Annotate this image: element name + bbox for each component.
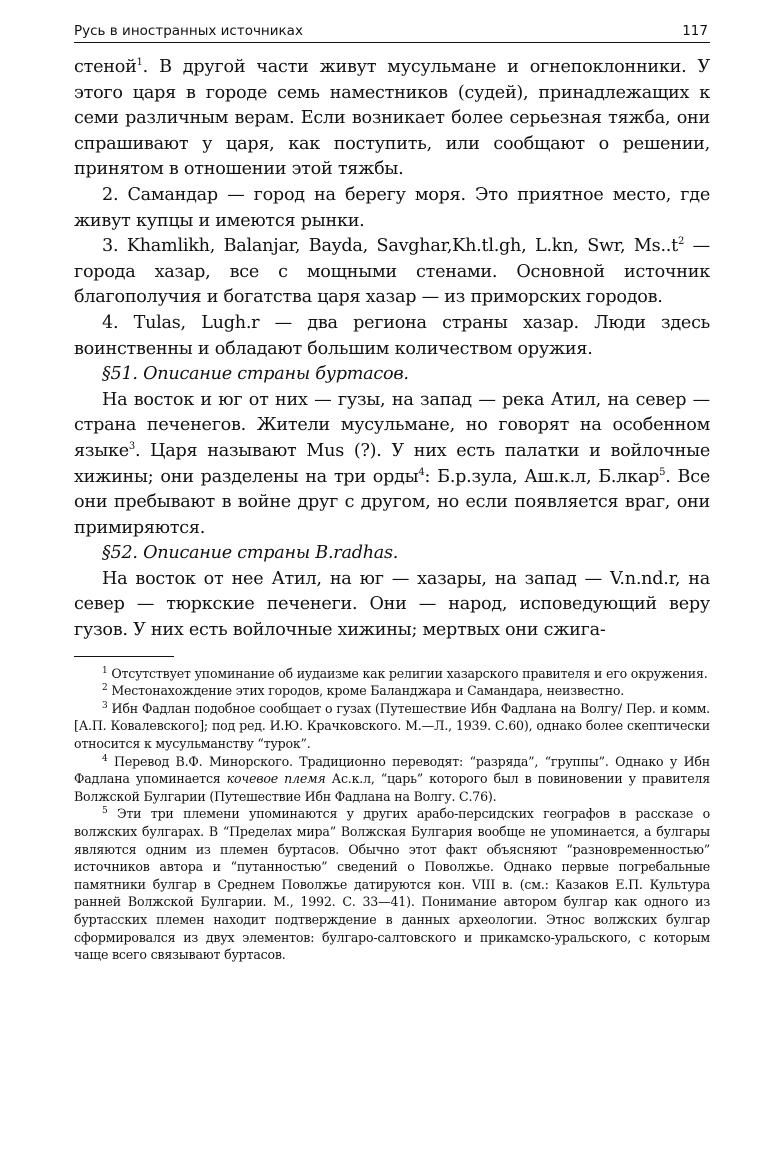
footnote-ref-1[interactable]: 1 xyxy=(136,57,143,68)
running-header xyxy=(74,18,710,43)
footnote-4: $^4$ Перевод В.Ф. Минорского. Традиционно переводят: “разряда”, “группы”. Однако у Ибн Фадлана упоминается кочевое племя Ас.к.л, “царь” которого был в повиновении у правителя Волжской Булгарии (Путешествие Ибн Фадлана на Волгу. С.76). xyxy=(74,753,710,804)
section-heading-51: §51. Описание страны буртасов. xyxy=(102,364,409,385)
footnote-ref-4[interactable]: 4 xyxy=(418,466,425,478)
paragraph-burtas: На восток и юг от них — гузы, на запад — река Атил, на север — страна печенегов. Жители мусульмане, но говорят на особенном языке$^3$. Царя называют Mus (?). У них есть палатки и войлочные хижины; они разделены на три орды$^4$: Б.р.зула, Аш.к.л, Б.лкар$^5$. Все они пребывают в войне друг с другом, но если появляется враг, они примиряются. xyxy=(74,389,710,538)
section-heading-52: §52. Описание страны B.radhas. xyxy=(102,543,399,564)
footnote-ref-3[interactable]: 3 xyxy=(128,440,135,452)
footnote-ref-2[interactable]: 2 xyxy=(677,236,685,248)
paragraph-cities: 3. Khamlikh, Balanjar, Bayda, Savghar,Kh.tl.gh, L.kn, Swr, $Ms..t^2$ — города хазар, все с мощными стенами. Основной источник благополучия и богатства царя хазар — из приморских городов. xyxy=(74,236,710,308)
paragraph-samandar: 2. Самандар — город на берегу моря. Это приятное место, где живут купцы и имеются рынки. xyxy=(74,184,710,231)
running-title: Русь в иностранных источниках xyxy=(74,23,303,39)
paragraph-continued: стеной$^1$. В другой части живут мусульмане и огнепоклонники. У этого царя в городе семь наместников (судей), принадлежащих к семи различным верам. Если возникает более серьезная тяжба, они спрашивают у царя, как поступить, или сообщают о решении, принятом в отношении этой тяжбы. xyxy=(74,57,710,180)
footnote-divider xyxy=(74,656,174,657)
paragraph-regions: 4. Tulas, Lugh.r — два региона страны хазар. Люди здесь воинственны и обладают большим количеством оружия. xyxy=(74,312,710,359)
footnotes xyxy=(74,665,710,964)
footnote-ref-5[interactable]: 5 xyxy=(659,466,666,478)
paragraph-bradhas: На восток от нее Атил, на юг — хазары, на запад — V.n.nd.r, на север — тюркские печенеги. Они — народ, исповедующий веру гузов. У них есть войлочные хижины; мертвых они сжига- xyxy=(74,568,710,641)
page-number: 117 xyxy=(682,23,708,39)
footnote-3: $^3$ Ибн Фадлан подобное сообщает о гузах (Путешествие Ибн Фадлана на Волгу/ Пер. и комм. [А.П. Ковалевского]; под ред. И.Ю. Крачковского. М.—Л., 1939. С.60), однако более скептически относится к мусульманству “турок”. xyxy=(74,700,710,752)
book-page xyxy=(74,18,710,964)
main-text xyxy=(74,55,710,644)
footnote-2: $^2$ Местонахождение этих городов, кроме Баланджара и Самандара, неизвестно. xyxy=(102,683,625,699)
footnote-1: $^1$ Отсутствует упоминание об иудаизме как религии хазарского правителя и его окружения. xyxy=(102,665,708,681)
footnote-5: $^5$ Эти три племени упоминаются у других арабо-персидских географов в рассказе о волжских булгарах. В “Пределах мира” Волжская Булгария вообще не упоминается, а булгары являются одним из племен буртасов. Обычно этот факт объясняют “разновременностью” источников автора и “путанностью” сведений о Поволжье. Однако первые погребальные памятники булгар в Среднем Поволжье датируются кон. VIII в. (см.: Казаков Е.П. Культура ранней Волжской Булгарии. М., 1992. С. 33—41). Понимание автором булгар как одного из буртасских племен находит подтверждение в данных археологии. Этнос волжских булгар сформировался из двух элементов: булгаро-салтовского и прикамско-уральского, с которым чаще всего связывают буртасов. xyxy=(74,806,710,963)
